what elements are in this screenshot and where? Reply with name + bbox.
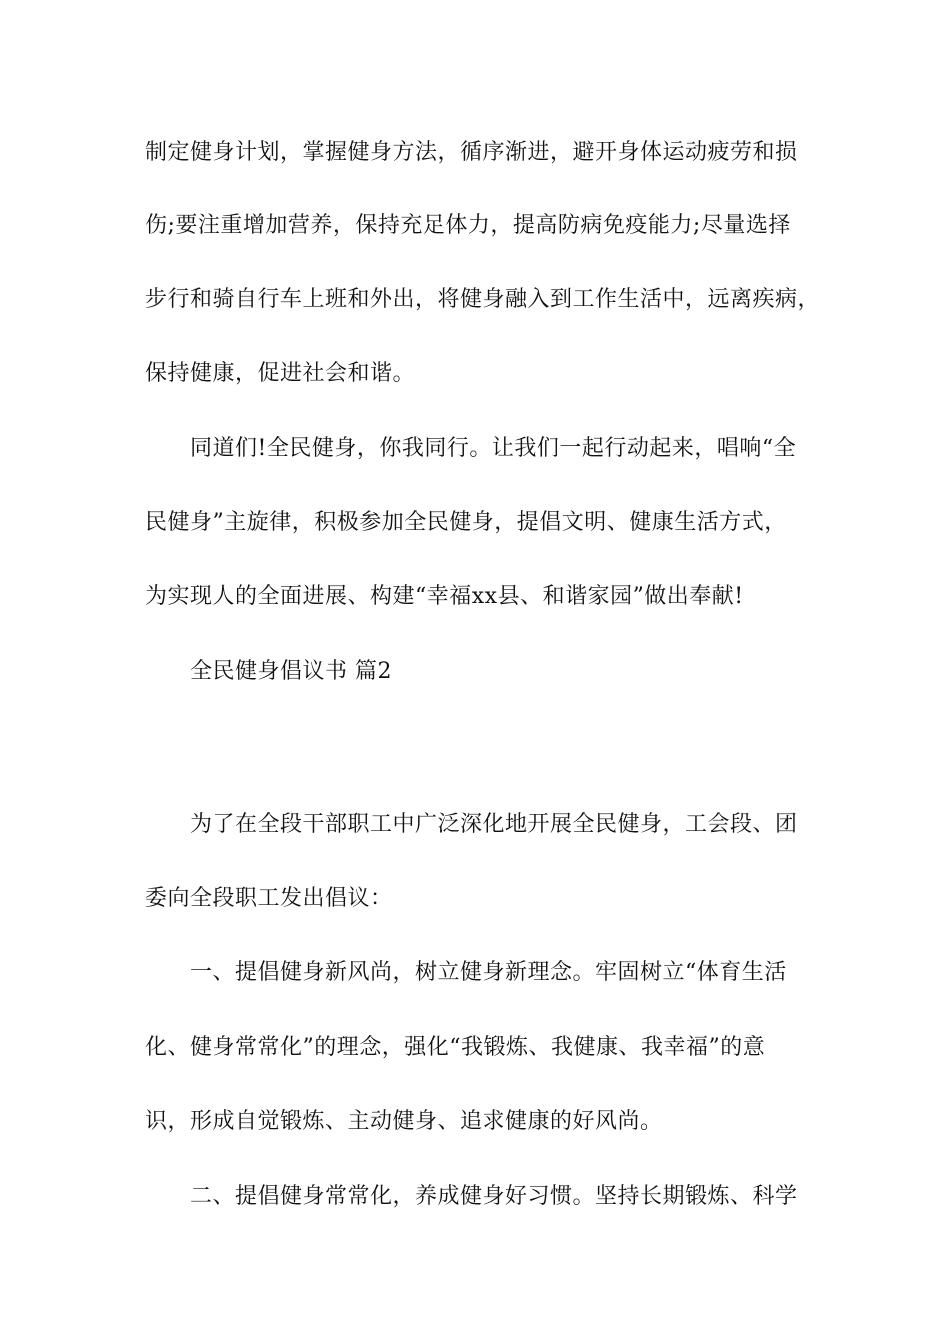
text-line: 为了在全段干部职工中广泛深化地开展全民健身，工会段、团 (190, 812, 798, 837)
text-line: 委向全段职工发出倡议： (145, 886, 393, 911)
text-line: 化、健身常常化”的理念，强化“我锻炼、我健康、我幸福”的意 (145, 1035, 766, 1060)
text-line: 识，形成自觉锻炼、主动健身、追求健康的好风尚。 (145, 1109, 663, 1134)
section-heading: 全民健身倡议书 篇2 (190, 659, 392, 684)
text-line: 民健身”主旋律，积极参加全民健身，提倡文明、健康生活方式， (145, 510, 787, 535)
text-line: 一、提倡健身新风尚，树立健身新理念。牢固树立“体育生活 (190, 960, 787, 985)
text-line: 保持健康，促进社会和谐。 (145, 361, 416, 386)
text-line: 制定健身计划，掌握健身方法，循序渐进，避开身体运动疲劳和损 (145, 140, 798, 165)
text-line: 同道们!全民健身，你我同行。让我们一起行动起来，唱响“全 (190, 436, 797, 461)
text-line: 二、提倡健身常常化，养成健身好习惯。坚持长期锻炼、科学 (190, 1184, 798, 1209)
text-line: 步行和骑自行车上班和外出，将健身融入到工作生活中，远离疾病， (145, 287, 821, 312)
text-line: 为实现人的全面进展、构建“幸福xx县、和谐家园”做出奉献! (145, 584, 744, 609)
text-line: 伤;要注重增加营养，保持充足体力，提高防病免疫能力;尽量选择 (145, 213, 791, 238)
